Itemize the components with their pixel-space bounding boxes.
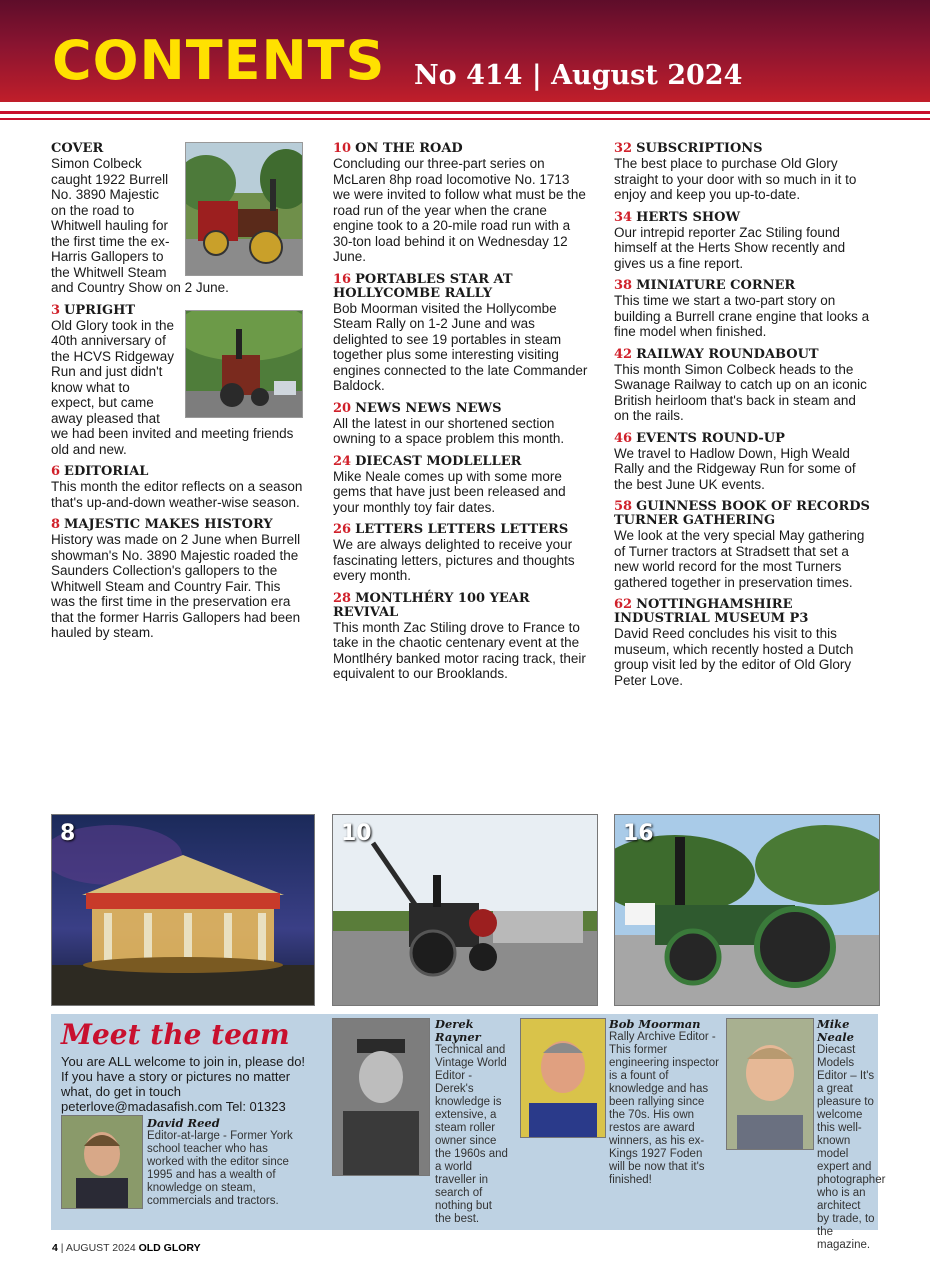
page-title: CONTENTS: [52, 29, 386, 92]
entry-page: 32: [614, 141, 633, 156]
entry-page: 3: [51, 302, 61, 318]
issue-label: No 414 | August 2024: [414, 60, 743, 91]
contents-entry-10: [333, 142, 589, 265]
entry-text: History was made on 2 June when Burrell showman's No. 3890 Majestic roaded the Saunders Collection's gallopers to the Whitwell Steam and Country Fair. This was the first time in the preservation era that the former Harris Gallopers had been hauled by steam.: [51, 532, 301, 640]
entry-title: 3 UPRIGHT: [51, 302, 136, 318]
entry-title: 32 SUBSCRIPTIONS: [614, 141, 763, 156]
entry-title: 34 HERTS SHOW: [614, 209, 741, 225]
contents-entry-24: [333, 455, 589, 516]
entry-page: 6: [51, 464, 61, 479]
entry-page: 26: [333, 522, 352, 537]
member-bob-moorman: Bob Moorman Rally Archive Editor - This former engineering inspector is a fount of knowledge and has been rallying since the 70s. His own restos are award winners, as his ex-Kings 1927 Foden will be now that it's finished!: [609, 1017, 719, 1186]
photo-page-number: 8: [60, 821, 76, 846]
entry-text: Our intrepid reporter Zac Stiling found himself at the Herts Show recently and gives us a fine report.: [614, 224, 846, 271]
header-rule-top: [0, 111, 930, 114]
photo-page-number: 10: [341, 821, 372, 846]
entry-title: 10 ON THE ROAD: [333, 141, 463, 156]
portrait-david-reed: [61, 1115, 143, 1209]
portrait-bob-moorman: [520, 1018, 606, 1138]
contents-entry-38: [614, 279, 872, 340]
contents-column-1: [51, 142, 303, 649]
contents-entry-cover: [51, 142, 303, 296]
entry-text: The best place to purchase Old Glory straight to your door with so much in it to enjoy and keep you up-to-date.: [614, 156, 857, 202]
carousel-illustration: [52, 815, 314, 1005]
team-title: Meet the team: [61, 1018, 290, 1051]
contents-entry-62: [614, 598, 872, 688]
entry-text: This month Simon Colbeck heads to the Swanage Railway to catch up on an iconic British heirloom that's back in steam and on the rails.: [614, 361, 867, 423]
entry-text: We look at the very special May gathering of Turner tractors at Stradsett that set a new world record for the most Turners gathered together in preservation times.: [614, 528, 865, 590]
entry-text: This month Zac Stiling drove to France to take in the chaotic centenary event at the Montlhéry banked motor racing track, their equivalent to our Brooklands.: [333, 619, 586, 681]
entry-page: 46: [614, 430, 633, 446]
header-banner: [0, 0, 930, 102]
contents-entry-20: [333, 402, 589, 447]
entry-text: This month the editor reflects on a season that's up-and-down weather-wise season.: [51, 479, 303, 510]
entry-text: Bob Moorman visited the Hollycombe Steam Rally on 1-2 June and was delighted to see 19 portables in steam together plus some interesting visiting engines connected to the late Commander Baldock.: [333, 300, 588, 393]
entry-text: Old Glory took in the 40th anniversary of the HCVS Ridgeway Run and just didn't know what to expect, but came away pleased that we had been invited and meeting friends old and new.: [51, 317, 294, 457]
feature-photo-8: [51, 814, 315, 1006]
contents-entry-26: [333, 523, 589, 584]
entry-title: COVER: [51, 141, 104, 156]
cover-thumbnail: [185, 142, 303, 276]
entry-title: 8 MAJESTIC MAKES HISTORY: [51, 517, 273, 532]
entry-page: 16: [333, 271, 352, 287]
entry-title: 62 NOTTINGHAMSHIRE INDUSTRIAL MUSEUM P3: [614, 597, 809, 626]
entry-title: 42 RAILWAY ROUNDABOUT: [614, 346, 819, 362]
entry-text: All the latest in our shortened section owning to a space problem this month.: [333, 415, 565, 446]
entry-text: We travel to Hadlow Down, High Weald Rally and the Ridgeway Run for some of the best June UK events.: [614, 445, 856, 492]
entry-text: This time we start a two-part story on building a Burrell crane engine that looks a fine model when finished.: [614, 293, 870, 339]
contents-entry-46: [614, 432, 872, 493]
entry-title: 28 MONTLHÉRY 100 YEAR REVIVAL: [333, 590, 530, 620]
entry-page: 34: [614, 209, 633, 225]
footer-date: AUGUST 2024: [65, 1242, 136, 1254]
entry-text: Simon Colbeck caught 1922 Burrell No. 3890 Majestic on the road to Whitwell hauling for the first time the ex-Harris Gallopers to the Whitwell Steam and Country Show on 2 June.: [51, 156, 229, 295]
entry-page: 38: [614, 278, 633, 293]
contents-entry-6: [51, 465, 303, 510]
contents-entry-28: [333, 592, 589, 682]
entry-page: 8: [51, 517, 61, 532]
entry-title: 6 EDITORIAL: [51, 464, 149, 479]
entry-page: 28: [333, 590, 352, 606]
contents-column-2: [333, 142, 589, 690]
entry-title: 16 PORTABLES STAR AT HOLLYCOMBE RALLY: [333, 271, 513, 301]
photo-page-number: 16: [623, 821, 654, 846]
contents-entry-16: [333, 273, 589, 394]
entry-page: 58: [614, 499, 633, 514]
entry-page: 42: [614, 346, 633, 362]
contents-entry-58: [614, 500, 872, 590]
contents-entry-32: [614, 142, 872, 203]
contents-entry-3: [51, 304, 303, 458]
entry-title: 38 MINIATURE CORNER: [614, 278, 796, 293]
footer-page-number: 4: [52, 1242, 58, 1254]
contents-entry-34: [614, 211, 872, 272]
member-derek-rayner: Derek Rayner Technical and Vintage World Editor - Derek's knowledge is extensive, a steam roller owner since the 1960s and a world traveller in search of nothing but the best.: [435, 1017, 508, 1225]
team-intro: You are ALL welcome to join in, please do! If you have a story or pictures no matter what, do get in touch peterlove@madasafish.com Tel: 01323: [61, 1054, 306, 1114]
entry-page: 24: [333, 453, 352, 469]
crane-engine-illustration: [333, 815, 597, 1005]
entry-title: 46 EVENTS ROUND-UP: [614, 430, 785, 446]
entry-title: 24 DIECAST MODLELLER: [333, 453, 522, 469]
entry-text: Mike Neale comes up with some more gems that have just been released and your monthly toy fair dates.: [333, 468, 566, 515]
entry-page: 62: [614, 597, 633, 612]
header-rule-bottom: [0, 118, 930, 120]
entry-title: 20 NEWS NEWS NEWS: [333, 400, 502, 416]
member-david-reed: David Reed Editor-at-large - Former York school teacher who has worked with the editor since 1995 and has a wealth of knowledge on steam, commercials and tractors.: [147, 1116, 293, 1207]
page-footer: 4 | AUGUST 2024 OLD GLORY: [52, 1242, 201, 1254]
upright-thumbnail: [185, 310, 303, 418]
footer-magazine: OLD GLORY: [138, 1242, 201, 1254]
entry-text: David Reed concludes his visit to this museum, which recently hosted a Dutch group visit led by the editor of Old Glory Peter Love.: [614, 626, 854, 688]
feature-photo-16: [614, 814, 880, 1006]
member-mike-neale: Mike Neale Diecast Models Editor – It's a great pleasure to welcome this well-known model expert and photographer who is an architect by trade, to the magazine.: [817, 1017, 886, 1251]
contents-entry-8: [51, 518, 303, 641]
feature-photo-10: [332, 814, 598, 1006]
entry-title: 58 GUINNESS BOOK OF RECORDS TURNER GATHERING: [614, 499, 870, 528]
contents-entry-42: [614, 348, 872, 424]
entry-text: Concluding our three-part series on McLaren 8hp road locomotive No. 1713 we were invited to follow what must be the road run of the year when the crane engine took to a 20-mile road run with a 30-ton load behind it on Wednesday 12 June.: [333, 156, 586, 264]
portrait-mike-neale: [726, 1018, 814, 1150]
portable-engine-illustration: [615, 815, 879, 1005]
entry-page: 10: [333, 141, 352, 156]
entry-title: 26 LETTERS LETTERS LETTERS: [333, 522, 569, 537]
entry-text: We are always delighted to receive your fascinating letters, pictures and thoughts every month.: [333, 537, 575, 583]
entry-page: 20: [333, 400, 352, 416]
contents-column-3: [614, 142, 872, 696]
